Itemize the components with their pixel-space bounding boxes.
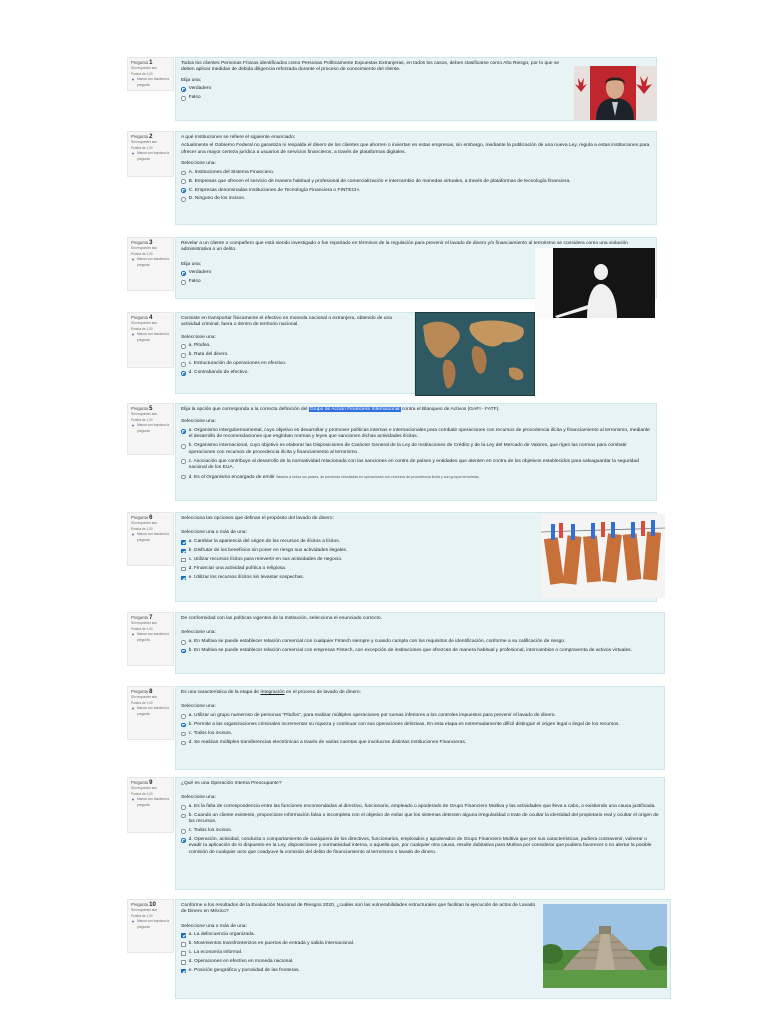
flag-question-link[interactable]: ▼ Marcar con bandera la pregunta [131,919,169,929]
answer-option[interactable]: c. Estructuración de operaciones en efectivo. [181,361,409,367]
question-number: 1 [149,60,153,66]
flag-icon: ▼ [131,77,135,83]
answer-option[interactable]: e. Utilizar los recursos ilícitos sin levantar sospechas. [181,575,651,581]
answer-option[interactable]: d. Se realizan múltiples transferencias electrónicas a través de varias cuentas que involucran distintas Instituciones Financieras. [181,740,659,746]
radio-selected-icon[interactable] [181,271,186,276]
flag-question-link[interactable]: ▼ Marcar con bandera la pregunta [131,423,169,433]
answer-option[interactable]: a. En Multiva se puede establecer relación comercial con cualquier Fintech siempre y cuando cumpla con los requisitos de identificación, conforme a su calificación de riesgo. [181,639,659,645]
answer-option[interactable]: Falso [181,279,651,285]
question-info-4: Pregunta 4 Sin responder aún Puntúa de 1,00 ▼ Marcar con bandera la pregunta [127,312,174,368]
answer-option[interactable]: Verdadero [181,270,651,276]
answer-option[interactable]: b. Movimientos transfronterizos en puertos de entrada y salida internacional. [181,941,665,947]
question-formulation-9: ¿Qué es una Operación Interna Preocupante? Seleccione una: a. Es la falta de correspondencia entre las funciones encomendadas al directivo, funcionario, empleado o apoderado de Grupo Financiero Multiva y las actividades que lleva a cabo, o existiendo una causa justificada. b. Cuando un cliente existente, proporcione información falsa o incompleta con el objetivo de evitar que los sistemas detecten alguna irregularidad o trate de ocultar la identidad del propietario real y ocultar el origen de los recursos. c. Todos los incisos. d. Operación, actividad, conducta o comportamiento de cualquiera de los directivos, funcionarios, empleados y apoderados de Grupo Financiero Multiva que por sus características, pudiera contravenir, vulnerar o evadir la aplicación de lo dispuesto en la Ley, disposiciones y normatividad interna, o aquella que, por cualquier otra causa, resulte dubitativa para Multiva por considerar que pudiera favorecer o no alertar la posible comisión de cualquier acto que coadyuve la comisión del delito de financiamiento al terrorismo o lavado de dinero. [175,777,665,890]
radio-icon[interactable] [181,179,186,184]
answer-option[interactable]: a. Utilizar un grupo numeroso de personas "Pitufos", para realizar múltiples operaciones por sumas inferiores a los controles impuestos para prevenir el lavado de dinero. [181,713,659,719]
answer-option[interactable]: a. Pitufeo. [181,343,409,349]
checkbox-icon[interactable] [181,942,186,947]
question-info-6: Pregunta 6 Sin responder aún Puntúa de 1,00 ▼ Marcar con bandera la pregunta [127,512,174,566]
radio-icon[interactable] [181,805,186,810]
radio-selected-icon[interactable] [181,429,186,434]
answer-option[interactable]: d. Contrabando de efectivo. [181,370,409,376]
radio-icon[interactable] [181,741,186,746]
answer-option[interactable]: d. Operaciones en efectivo en moneda nacional. [181,959,665,965]
answer-option[interactable]: Verdadero [181,86,651,92]
flag-question-link[interactable]: ▼ Marcar con bandera la pregunta [131,632,169,642]
question-formulation-3: Revelar a un cliente o compañero que está siendo investigado o fue reportado en términos de la regulación para prevenir el lavado de dinero y/o financiamiento al terrorismo se considera como una violación administrativa o un delito. Elija una; Verdadero Falso [175,237,657,299]
answer-option[interactable]: b. En Multiva se puede establecer relación comercial con empresas Fintech, con excepción de instituciones que ofrezcan de manera habitual y profesional, intercambios o compraventa de activos virtuales. [181,648,659,654]
flag-question-link[interactable]: ▼ Marcar con bandera la pregunta [131,257,169,267]
checkbox-icon[interactable] [181,567,186,572]
question-text: Revelar a un cliente o compañero que está siendo investigado o fue reportado en términos de la regulación para prevenir el lavado de dinero y/o financiamiento al terrorismo se considera como una violación administrativa o un delito. [181,241,628,253]
checkbox-checked-icon[interactable] [181,549,186,554]
question-formulation-4: Consiste en transportar físicamente el efectivo en moneda nacional o extranjera, obtenido de una actividad criminal, fuera o dentro de territorio nacional. Seleccione una: a. Pitufeo. b. Ruta del dinero. c. Estructuración de operaciones en efectivo. d. Contrabando de efectivo. [175,312,415,394]
radio-icon[interactable] [181,171,186,176]
answer-option[interactable]: Falso [181,95,651,101]
radio-icon[interactable] [181,640,186,645]
radio-selected-icon[interactable] [181,649,186,654]
answer-option[interactable]: c. La economía informal. [181,950,665,956]
flag-icon: ▼ [131,706,135,712]
answer-option[interactable]: C. Empresas denominadas Instituciones de Tecnología Financiera o FINTECH. [181,188,651,194]
silhouette-photo [535,248,655,318]
question-formulation-7: De conformidad con las políticas vigentes de la Institución, selecciona el enunciado correcto. Seleccione una: a. En Multiva se puede establecer relación comercial con cualquier Fintech siempre y cuando cumpla con los requisitos de identificación, conforme a su calificación de riesgo. b. En Multiva se puede establecer relación comercial con empresas Fintech, con excepción de instituciones que ofrezcan de manera habitual y profesional, intercambios o compraventa de activos virtuales. [175,612,665,674]
answer-option[interactable]: a. Es la falta de correspondencia entre las funciones encomendadas al directivo, funcionario, empleado o apoderado de Grupo Financiero Multiva y las actividades que lleva a cabo, o existiendo una causa justificada. [181,804,659,810]
radio-selected-icon[interactable] [181,371,186,376]
answer-option[interactable]: D. Ninguno de los incisos. [181,196,651,202]
answer-option[interactable]: b. Cuando un cliente existente, proporcione información falsa o incompleta con el objetivo de evitar que los sistemas detecten alguna irregularidad o trate de ocultar la identidad del propietario real y ocultar el origen de los recursos. [181,813,659,826]
radio-selected-icon[interactable] [181,838,186,843]
answer-option[interactable]: a. Organismo intergubernamental, cuyo objetivo es desarrollar y promover políticas internas e internacionales para combatir operaciones con recursos de procedencia ilícita y financiamiento al terrorismo, mediante el desarrollo de recomendaciones que engloban normas y leyes que sancionen dichas actividades ilícitas. [181,428,651,441]
radio-icon[interactable] [181,732,186,737]
money-clothesline-photo [541,514,665,598]
answer-option[interactable]: A. Instituciones del Sistema Financiero. [181,170,651,176]
flag-icon: ▼ [131,332,135,338]
question-formulation-5: Elija la opción que corresponda a la correcta definición del Grupo de Acción Financiera Internacional contra el Blanqueo de Activos (GAFI - FATF). Seleccione una: a. Organismo intergubernamental, cuyo objetivo es desarrollar y promover políticas internas e internacionales para combatir operaciones con recursos de procedencia ilícita y financiamiento al terrorismo, mediante el desarrollo de recomendaciones que engloban normas y leyes que sancionen dichas actividades ilícitas. b. Organismo internacional, cuyo objetivo es elaborar las Disposiciones de Carácter General de la Ley de Instituciones de Crédito y de la Ley del Mercado de Valores, que rigen las normas para combatir operaciones con recursos de procedencia ilícita y financiamiento al terrorismo. c. Asociación que contribuye al desarrollo de la normatividad relacionada con las sanciones en contra de países y entidades que atenten en contra de los objetivos establecidos para salvaguardar la seguridad nacional de los EUA. d. Es el Organismo encargado de emitir listados a todos los países, de personas vinculadas en operaciones con recursos de procedencia ilícita y con grupos terroristas. [175,403,657,501]
question-text: Consiste en transportar físicamente el efectivo en moneda nacional o extranjera, obtenido de una actividad criminal, fuera o dentro de territorio nacional. [181,316,392,328]
checkbox-icon[interactable] [181,960,186,965]
answer-option[interactable]: c. Todos los incisos. [181,731,659,737]
question-formulation-10: Conforme a los resultados de la Evaluación Nacional de Riesgos 2020, ¿cuáles son las vulnerabilidades estructurales que facilitan la ejecución de actos de Lavado de Dinero en México? Seleccione una o más de una: a. La delincuencia organizada. b. Movimientos transfronterizos en puertos de entrada y salida internacional. c. La economía informal. d. Operaciones en efectivo en moneda nacional. e. Posición geográfica y porosidad de las fronteras. [175,899,671,999]
answer-option[interactable]: a. La delincuencia organizada. [181,932,665,938]
checkbox-icon[interactable] [181,558,186,563]
checkbox-checked-icon[interactable] [181,576,186,581]
question-formulation-2: A qué Instituciones se refiere el siguiente enunciado: Actualmente el Gobierno Federal no garantiza ni respalda el dinero de los clientes que ahorren o inviertan en estas empresas, sin embargo, mediante la publicación de una nueva Ley, regula a estas instituciones para ofrecer una mayor certeza jurídica a usuarios de servicios financieros, a través de plataformas digitales. Seleccione una: A. Instituciones del Sistema Financiero. B. Empresas que ofrecen el servicio de manera habitual y profesional de comercialización e intercambio de monedas virtuales, a través de plataformas de tecnología financiera. C. Empresas denominadas Instituciones de Tecnología Financiera o FINTECH. D. Ninguno de los incisos. [175,131,657,225]
answer-option[interactable]: b. Ruta del dinero. [181,352,409,358]
checkbox-checked-icon[interactable] [181,969,186,974]
flag-icon: ▼ [131,151,135,157]
flag-icon: ▼ [131,919,135,925]
radio-icon[interactable] [181,197,186,202]
radio-icon[interactable] [181,353,186,358]
flag-icon: ▼ [131,532,135,538]
checkbox-checked-icon[interactable] [181,540,186,545]
question-label: Pregunta [131,60,148,65]
world-map-photo [415,312,535,396]
radio-selected-icon[interactable] [181,188,186,193]
answer-option[interactable]: d. Operación, actividad, conducta o comportamiento de cualquiera de los directivos, funcionarios, empleados y apoderados de Grupo Financiero Multiva que por sus características, pudiera contravenir, vulnerar o evadir la aplicación de lo dispuesto en la Ley, disposiciones y normatividad interna, o aquella que, por cualquier otra causa, resulte dubitativa para Multiva por considerar que pudiera favorecer o no alertar la posible comisión de cualquier acto que coadyuve la comisión del delito de financiamiento al terrorismo o lavado de dinero. [181,837,659,856]
question-info-1 [127,57,174,91]
flag-question-link[interactable]: ▼ Marcar con bandera la pregunta [131,77,169,87]
answer-option[interactable]: d. Es el Organismo encargado de emitir listados a todos los países, de personas vinculadas en operaciones con recursos de procedencia ilícita y con grupos terroristas. [181,474,651,481]
question-info-10: Pregunta 10 Sin responder aún Puntúa de 1,00 ▼ Marcar con bandera la pregunta [127,899,174,953]
flag-icon: ▼ [131,423,135,429]
radio-icon[interactable] [181,459,186,464]
question-statement: Actualmente el Gobierno Federal no garantiza ni respalda el dinero de los clientes que ahorren o inviertan en estas empresas, sin embargo, mediante la publicación de una nueva Ley, regula a estas instituciones para ofrecer una mayor certeza jurídica a usuarios de servicios financieros, a través de plataformas digitales. [181,143,650,155]
answer-option[interactable]: c. Asociación que contribuye al desarrollo de la normatividad relacionada con las sanciones en contra de países y entidades que atenten en contra de los objetivos establecidos para salvaguardar la seguridad nacional de los EUA. [181,459,651,472]
question-formulation-8: Es una característica de la etapa de Integración en el proceso de lavado de dinero: Seleccione una: a. Utilizar un grupo numeroso de personas "Pitufos", para realizar múltiples operaciones por sumas inferiores a los controles impuestos para prevenir el lavado de dinero. b. Permite a las organizaciones criminales incrementar su riqueza y continuar con sus operaciones delictivas. En esta etapa es extremadamente difícil distinguir el origen legal o ilegal de los recursos. c. Todos los incisos. d. Se realizan múltiples transferencias electrónicas a través de varias cuentas que involucran distintas Instituciones Financieras. [175,686,665,770]
answer-option[interactable]: e. Posición geográfica y porosidad de las fronteras. [181,968,665,974]
question-info-7: Pregunta 7 Sin responder aún Puntúa de 1,00 ▼ Marcar con bandera la pregunta [127,612,174,666]
checkbox-icon[interactable] [181,951,186,956]
answer-option[interactable]: a. Cambiar la apariencia del origen de los recursos de ilícitos a lícitos. [181,539,651,545]
question-text: Es una característica de la etapa de Integración en el proceso de lavado de dinero: [181,690,361,695]
answer-option[interactable]: B. Empresas que ofrecen el servicio de manera habitual y profesional de comercialización e intercambio de monedas virtuales, a través de plataformas de tecnología financiera. [181,179,651,185]
answer-option[interactable]: c. Utilizar recursos lícitos para reinvertir en sus actividades de negocio. [181,557,651,563]
flag-question-link[interactable]: ▼ Marcar con bandera la pregunta [131,706,169,716]
radio-icon[interactable] [181,475,186,480]
flag-question-link[interactable]: ▼ Marcar con bandera la pregunta [131,797,169,807]
question-status: Sin responder aún [131,66,158,70]
radio-icon[interactable] [181,280,186,285]
politician-photo [574,66,656,120]
flag-icon: ▼ [131,797,135,803]
question-formulation-6: Selecciona las opciones que definan el propósito del lavado de dinero: Seleccione una o más de una: a. Cambiar la apariencia del origen de los recursos de ilícitos a lícitos. b. Disfrutar de los beneficios sin poner en riesgo sus actividades ilegales. c. Utilizar recursos lícitos para reinvertir en sus actividades de negocio. d. Financiar una actividad política o religiosa. e. Utilizar los recursos ilícitos sin levantar sospechas. [175,512,657,602]
radio-icon[interactable] [181,829,186,834]
question-text: Selecciona las opciones que definan el propósito del lavado de dinero: [181,516,334,521]
radio-icon[interactable] [181,814,186,819]
question-text: De conformidad con las políticas vigentes de la Institución, selecciona el enunciado correcto. [181,616,382,621]
radio-icon[interactable] [181,362,186,367]
question-info-9: Pregunta 9 Sin responder aún Puntúa de 1,00 ▼ Marcar con bandera la pregunta [127,777,174,833]
flag-question-link[interactable]: ▼ Marcar con bandera la pregunta [131,151,169,161]
answer-option[interactable]: d. Financiar una actividad política o religiosa. [181,566,651,572]
question-text: A qué Instituciones se refiere el siguiente enunciado: [181,135,296,140]
radio-icon[interactable] [181,96,186,101]
answer-option[interactable]: c. Todos los incisos. [181,828,659,834]
question-text: Todos los clientes Personas Físicas identificados como Personas Políticamente Expuestas Extranjeras, en todos los casos, deben clasificarse como Alto Riesgo, por lo que se deben aplicar medidas de debida diligencia reforzada durante el proceso de conocimiento del cliente. [181,61,560,73]
pyramid-photo [543,904,667,988]
question-info-8: Pregunta 8 Sin responder aún Puntúa de 1,00 ▼ Marcar con bandera la pregunta [127,686,174,740]
flag-icon: ▼ [131,257,135,263]
question-info-2: Pregunta 2 Sin responder aún Puntúa de 1,00 ▼ Marcar con bandera la pregunta [127,131,174,177]
question-text: ¿Qué es una Operación Interna Preocupante? [181,781,282,786]
question-text: Elija la opción que corresponda a la correcta definición del Grupo de Acción Financiera Internacional contra el Blanqueo de Activos (GAFI - FATF). [181,407,500,412]
flag-question-link[interactable]: ▼ Marcar con bandera la pregunta [131,532,169,542]
radio-selected-icon[interactable] [181,87,186,92]
answer-prompt: Elija una; [181,77,202,83]
answer-option[interactable]: b. Disfrutar de los beneficios sin poner en riesgo sus actividades ilegales. [181,548,651,554]
answer-option[interactable]: b. Permite a las organizaciones criminales incrementar su riqueza y continuar con sus operaciones delictivas. En esta etapa es extremadamente difícil distinguir el origen legal o ilegal de los recursos. [181,722,659,728]
checkbox-checked-icon[interactable] [181,933,186,938]
question-points: Puntúa de 1,00 [131,71,153,76]
radio-icon[interactable] [181,444,186,449]
flag-icon: ▼ [131,632,135,638]
question-info-3: Pregunta 3 Sin responder aún Puntúa de 1,00 ▼ Marcar con bandera la pregunta [127,237,174,291]
question-info-5: Pregunta 5 Sin responder aún Puntúa de 1,00 ▼ Marcar con bandera la pregunta [127,403,174,455]
flag-question-link[interactable]: ▼ Marcar con bandera la pregunta [131,332,169,342]
radio-icon[interactable] [181,344,186,349]
highlighted-text: Grupo de Acción Financiera Internacional [309,407,400,412]
radio-icon[interactable] [181,714,186,719]
question-text: Conforme a los resultados de la Evaluación Nacional de Riesgos 2020, ¿cuáles son las vulnerabilidades estructurales que facilitan la ejecución de actos de Lavado de Dinero en México? [181,903,536,915]
radio-selected-icon[interactable] [181,723,186,728]
answer-option[interactable]: b. Organismo internacional, cuyo objetivo es elaborar las Disposiciones de Carácter General de la Ley de Instituciones de Crédito y de la Ley del Mercado de Valores, que rigen las normas para combatir operaciones con recursos de procedencia ilícita y financiamiento al terrorismo. [181,443,651,456]
